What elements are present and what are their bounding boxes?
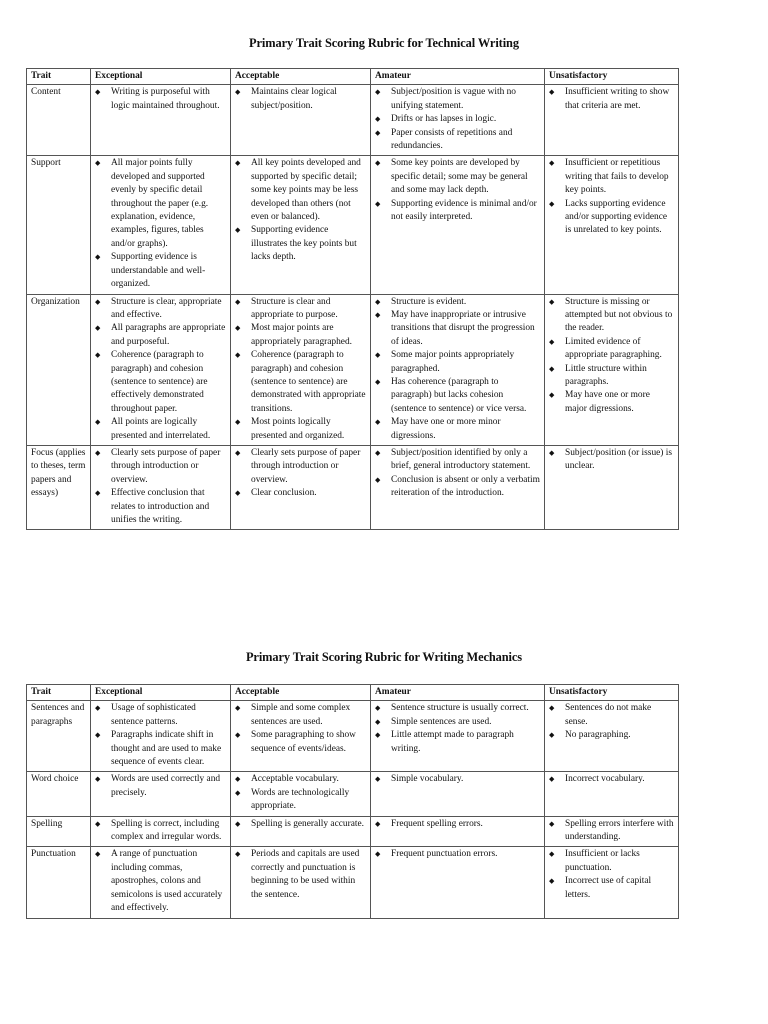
table-header-row [27, 685, 679, 701]
rubric-cell [371, 847, 545, 918]
criterion-item: ◆ Supporting evidence is understandable and well-organized. [95, 251, 226, 291]
criterion-item: ◆ Structure is clear, appropriate and effective. [95, 296, 226, 323]
rubric-cell [231, 294, 371, 445]
column-header: Trait [27, 685, 91, 701]
criterion-item: ◆ Most points logically presented and organized. [235, 416, 366, 443]
criterion-item: ◆ Incorrect vocabulary. [549, 773, 674, 786]
rubric-cell [371, 816, 545, 847]
column-header: Acceptable [231, 685, 371, 701]
criteria-list [375, 848, 540, 861]
criteria-list [549, 447, 674, 474]
criteria-list [549, 86, 674, 113]
criteria-list [235, 447, 366, 501]
rubric-cell [91, 772, 231, 816]
rubric-cell [231, 772, 371, 816]
criterion-item: ◆ May have one or more minor digressions. [375, 416, 540, 443]
criterion-item: ◆ Sentence structure is usually correct. [375, 702, 540, 715]
criterion-item: ◆ Paragraphs indicate shift in thought and are used to make sequence of events clear. [95, 729, 226, 769]
table-row [27, 294, 679, 445]
table-row [27, 85, 679, 156]
criteria-list [549, 818, 674, 845]
criterion-item: ◆ Some key points are developed by specific detail; some may be general and some may lack depth. [375, 157, 540, 197]
rubric-cell [545, 445, 679, 529]
criterion-item: ◆ Writing is purposeful with logic maintained throughout. [95, 86, 226, 113]
rubric-cell [371, 85, 545, 156]
criteria-list [235, 818, 366, 831]
rubric-cell [91, 701, 231, 772]
criteria-list [95, 818, 226, 845]
criterion-item: ◆ Spelling is correct, including complex and irregular words. [95, 818, 226, 845]
criteria-list [549, 773, 674, 786]
criteria-list [235, 773, 366, 813]
criterion-item: ◆ Simple vocabulary. [375, 773, 540, 786]
rubric-cell [371, 701, 545, 772]
trait-name: Focus (applies to theses, term papers and essays) [27, 445, 91, 529]
technical-writing-rubric-table [26, 68, 679, 530]
trait-name: Punctuation [27, 847, 91, 918]
column-header: Acceptable [231, 69, 371, 85]
rubric-cell [371, 156, 545, 294]
criterion-item: ◆ May have one or more major digressions. [549, 389, 674, 416]
table-row [27, 772, 679, 816]
trait-name: Content [27, 85, 91, 156]
criterion-item: ◆ Usage of sophisticated sentence patterns. [95, 702, 226, 729]
criterion-item: ◆ Supporting evidence illustrates the key points but lacks depth. [235, 224, 366, 264]
criterion-item: ◆ Conclusion is absent or only a verbatim reiteration of the introduction. [375, 474, 540, 501]
rubric-cell [545, 772, 679, 816]
column-header: Unsatisfactory [545, 685, 679, 701]
rubric-cell [545, 701, 679, 772]
technical-writing-rubric-title: Primary Trait Scoring Rubric for Technical Writing [249, 36, 519, 50]
criterion-item: ◆ Clearly sets purpose of paper through introduction or overview. [95, 447, 226, 487]
criterion-item: ◆ Subject/position is vague with no unifying statement. [375, 86, 540, 113]
criterion-item: ◆ Little structure within paragraphs. [549, 363, 674, 390]
rubric-cell [91, 85, 231, 156]
rubric-cell [231, 701, 371, 772]
criterion-item: ◆ Sentences do not make sense. [549, 702, 674, 729]
criterion-item: ◆ Insufficient writing to show that criteria are met. [549, 86, 674, 113]
criteria-list [549, 296, 674, 417]
criterion-item: ◆ Frequent punctuation errors. [375, 848, 540, 861]
criterion-item: ◆ All paragraphs are appropriate and purposeful. [95, 322, 226, 349]
rubric-cell [231, 156, 371, 294]
criteria-list [375, 447, 540, 501]
criterion-item: ◆ Supporting evidence is minimal and/or not easily interpreted. [375, 198, 540, 225]
rubric-cell [371, 772, 545, 816]
criterion-item: ◆ Insufficient or lacks punctuation. [549, 848, 674, 875]
table-row [27, 701, 679, 772]
criterion-item: ◆ Words are used correctly and precisely. [95, 773, 226, 800]
rubric-cell [371, 294, 545, 445]
criterion-item: ◆ Most major points are appropriately paragraphed. [235, 322, 366, 349]
criterion-item: ◆ Acceptable vocabulary. [235, 773, 366, 786]
trait-name: Word choice [27, 772, 91, 816]
criteria-list [95, 157, 226, 291]
criterion-item: ◆ Subject/position (or issue) is unclear. [549, 447, 674, 474]
rubric-cell [231, 85, 371, 156]
column-header: Amateur [371, 685, 545, 701]
criterion-item: ◆ No paragraphing. [549, 729, 674, 742]
writing-mechanics-rubric-table [26, 684, 679, 919]
criterion-item: ◆ Insufficient or repetitious writing that fails to develop key points. [549, 157, 674, 197]
criterion-item: ◆ Structure is evident. [375, 296, 540, 309]
table-row [27, 847, 679, 918]
rubric-cell [91, 816, 231, 847]
criterion-item: ◆ Spelling is generally accurate. [235, 818, 366, 831]
criteria-list [235, 702, 366, 756]
criteria-list [95, 296, 226, 443]
rubric-cell [231, 816, 371, 847]
rubric-cell [545, 294, 679, 445]
trait-name: Organization [27, 294, 91, 445]
criterion-item: ◆ Little attempt made to paragraph writing. [375, 729, 540, 756]
rubric-cell [91, 445, 231, 529]
criterion-item: ◆ Periods and capitals are used correctly and punctuation is beginning to be used within the sentence. [235, 848, 366, 902]
criterion-item: ◆ Clear conclusion. [235, 487, 366, 500]
rubric-cell [231, 445, 371, 529]
criteria-list [375, 86, 540, 153]
criterion-item: ◆ Drifts or has lapses in logic. [375, 113, 540, 126]
criterion-item: ◆ Lacks supporting evidence and/or supporting evidence is unrelated to key points. [549, 198, 674, 238]
table-header-row [27, 69, 679, 85]
criteria-list [235, 157, 366, 264]
criteria-list [375, 157, 540, 224]
criteria-list [95, 86, 226, 113]
criteria-list [375, 818, 540, 831]
criterion-item: ◆ Simple and some complex sentences are used. [235, 702, 366, 729]
criteria-list [235, 848, 366, 902]
criterion-item: ◆ Some major points appropriately paragraphed. [375, 349, 540, 376]
criteria-list [549, 157, 674, 237]
criterion-item: ◆ Coherence (paragraph to paragraph) and cohesion (sentence to sentence) are demonstrated with appropriate transitions. [235, 349, 366, 416]
criteria-list [549, 848, 674, 902]
criterion-item: ◆ A range of punctuation including commas, apostrophes, colons and semicolons is used accurately and effectively. [95, 848, 226, 915]
table-row [27, 156, 679, 294]
criteria-list [95, 848, 226, 915]
criterion-item: ◆ Simple sentences are used. [375, 716, 540, 729]
criterion-item: ◆ Frequent spelling errors. [375, 818, 540, 831]
rubric-cell [371, 445, 545, 529]
column-header: Exceptional [91, 69, 231, 85]
column-header: Trait [27, 69, 91, 85]
column-header: Unsatisfactory [545, 69, 679, 85]
criteria-list [549, 702, 674, 742]
criterion-item: ◆ Words are technologically appropriate. [235, 787, 366, 814]
writing-mechanics-rubric-title: Primary Trait Scoring Rubric for Writing Mechanics [245, 650, 523, 664]
criteria-list [375, 296, 540, 443]
criterion-item: ◆ Coherence (paragraph to paragraph) and cohesion (sentence to sentence) are effectively demonstrated throughout paper. [95, 349, 226, 416]
criterion-item: ◆ All key points developed and supported by specific detail; some key points may be less developed than others (not even or balanced). [235, 157, 366, 224]
criteria-list [95, 702, 226, 769]
trait-name: Spelling [27, 816, 91, 847]
criteria-list [95, 447, 226, 527]
criterion-item: ◆ Structure is missing or attempted but not obvious to the reader. [549, 296, 674, 336]
rubric-cell [231, 847, 371, 918]
criterion-item: ◆ Some paragraphing to show sequence of events/ideas. [235, 729, 366, 756]
table-row [27, 445, 679, 529]
rubric-cell [545, 156, 679, 294]
rubric-cell [91, 294, 231, 445]
trait-name: Sentences and paragraphs [27, 701, 91, 772]
rubric-cell [91, 847, 231, 918]
rubric-cell [545, 816, 679, 847]
criterion-item: ◆ May have inappropriate or intrusive transitions that disrupt the progression of ideas. [375, 309, 540, 349]
rubric-cell [91, 156, 231, 294]
trait-name: Support [27, 156, 91, 294]
table-row [27, 816, 679, 847]
criterion-item: ◆ Clearly sets purpose of paper through introduction or overview. [235, 447, 366, 487]
criterion-item: ◆ Incorrect use of capital letters. [549, 875, 674, 902]
criterion-item: ◆ All points are logically presented and interrelated. [95, 416, 226, 443]
criterion-item: ◆ Has coherence (paragraph to paragraph) but lacks cohesion (sentence to sentence) or vice versa. [375, 376, 540, 416]
rubric-cell [545, 847, 679, 918]
criterion-item: ◆ Subject/position identified by only a brief, general introductory statement. [375, 447, 540, 474]
criterion-item: ◆ Paper consists of repetitions and redundancies. [375, 127, 540, 154]
criterion-item: ◆ Maintains clear logical subject/position. [235, 86, 366, 113]
criterion-item: ◆ Effective conclusion that relates to introduction and unifies the writing. [95, 487, 226, 527]
criterion-item: ◆ Spelling errors interfere with understanding. [549, 818, 674, 845]
criteria-list [95, 773, 226, 800]
rubric-cell [545, 85, 679, 156]
criteria-list [235, 86, 366, 113]
criteria-list [375, 773, 540, 786]
criteria-list [375, 702, 540, 756]
criteria-list [235, 296, 366, 443]
column-header: Amateur [371, 69, 545, 85]
criterion-item: ◆ Structure is clear and appropriate to purpose. [235, 296, 366, 323]
criterion-item: ◆ Limited evidence of appropriate paragraphing. [549, 336, 674, 363]
criterion-item: ◆ All major points fully developed and supported evenly by specific detail throughout the paper (e.g. explanation, evidence, examples, figures, tables and/or graphs). [95, 157, 226, 251]
column-header: Exceptional [91, 685, 231, 701]
